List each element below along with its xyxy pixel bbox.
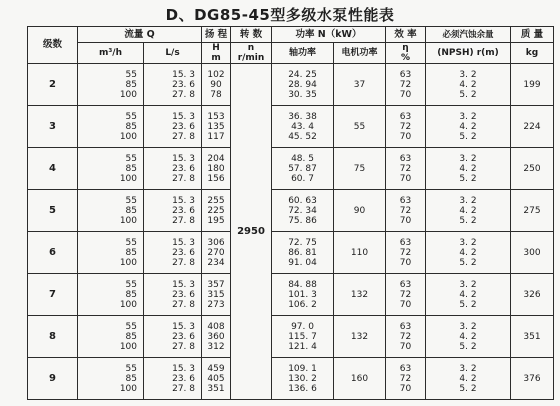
pump-performance-table <box>27 26 554 400</box>
efficiency-cell: 63 72 70 <box>386 274 426 316</box>
header-npsh: 必须汽蚀余量 <box>426 27 511 43</box>
header-speed: 转 数 <box>231 27 272 43</box>
header-stage: 级数 <box>28 27 78 64</box>
flow-m3h-cell: 55 85 100 <box>78 148 144 190</box>
motor-power-cell: 90 <box>334 190 386 232</box>
motor-power-cell: 55 <box>334 106 386 148</box>
flow-m3h-cell: 55 85 100 <box>78 274 144 316</box>
head-cell: 459 405 351 <box>202 358 231 400</box>
shaft-power-cell: 72. 75 86. 81 91. 04 <box>272 232 334 274</box>
header-motor-power: 电机功率 <box>334 43 386 64</box>
head-cell: 408 360 312 <box>202 316 231 358</box>
table-row <box>28 190 554 232</box>
header-efficiency: 效 率 <box>386 27 426 43</box>
header-npsh-unit: (NPSH) r(m) <box>426 43 511 64</box>
header-power: 功率 N（kW） <box>272 27 386 43</box>
mass-cell: 199 <box>511 64 554 106</box>
table-title: D、DG85-45型多级水泵性能表 <box>165 6 395 24</box>
flow-ls-cell: 15. 3 23. 6 27. 8 <box>144 232 202 274</box>
stage-cell: 7 <box>28 274 78 316</box>
shaft-power-cell: 97. 0 115. 7 121. 4 <box>272 316 334 358</box>
shaft-power-cell: 109. 1 130. 2 136. 6 <box>272 358 334 400</box>
flow-ls-cell: 15. 3 23. 6 27. 8 <box>144 274 202 316</box>
shaft-power-cell: 24. 25 28. 94 30. 35 <box>272 64 334 106</box>
npsh-cell: 3. 2 4. 2 5. 2 <box>426 190 511 232</box>
shaft-power-cell: 48. 5 57. 87 60. 7 <box>272 148 334 190</box>
stage-cell: 2 <box>28 64 78 106</box>
mass-cell: 275 <box>511 190 554 232</box>
efficiency-cell: 63 72 70 <box>386 316 426 358</box>
header-head: 扬 程 <box>202 27 231 43</box>
header-mass-unit: kg <box>511 43 554 64</box>
header-flow: 流量 Q <box>78 27 202 43</box>
npsh-cell: 3. 2 4. 2 5. 2 <box>426 148 511 190</box>
mass-cell: 326 <box>511 274 554 316</box>
motor-power-cell: 37 <box>334 64 386 106</box>
efficiency-cell: 63 72 70 <box>386 64 426 106</box>
head-cell: 306 270 234 <box>202 232 231 274</box>
flow-m3h-cell: 55 85 100 <box>78 190 144 232</box>
efficiency-cell: 63 72 70 <box>386 148 426 190</box>
mass-cell: 250 <box>511 148 554 190</box>
table-row <box>28 316 554 358</box>
flow-ls-cell: 15. 3 23. 6 27. 8 <box>144 358 202 400</box>
npsh-cell: 3. 2 4. 2 5. 2 <box>426 358 511 400</box>
flow-ls-cell: 15. 3 23. 6 27. 8 <box>144 106 202 148</box>
table-row <box>28 232 554 274</box>
mass-cell: 224 <box>511 106 554 148</box>
stage-cell: 9 <box>28 358 78 400</box>
motor-power-cell: 132 <box>334 274 386 316</box>
npsh-cell: 3. 2 4. 2 5. 2 <box>426 64 511 106</box>
flow-ls-cell: 15. 3 23. 6 27. 8 <box>144 190 202 232</box>
header-mass: 质 量 <box>511 27 554 43</box>
stage-cell: 6 <box>28 232 78 274</box>
header-eff-unit: η % <box>386 43 426 64</box>
header-shaft-power: 轴功率 <box>272 43 334 64</box>
shaft-power-cell: 84. 88 101. 3 106. 2 <box>272 274 334 316</box>
flow-ls-cell: 15. 3 23. 6 27. 8 <box>144 64 202 106</box>
efficiency-cell: 63 72 70 <box>386 190 426 232</box>
head-cell: 102 90 78 <box>202 64 231 106</box>
table-row <box>28 274 554 316</box>
head-cell: 204 180 156 <box>202 148 231 190</box>
flow-ls-cell: 15. 3 23. 6 27. 8 <box>144 316 202 358</box>
npsh-cell: 3. 2 4. 2 5. 2 <box>426 106 511 148</box>
flow-m3h-cell: 55 85 100 <box>78 64 144 106</box>
flow-m3h-cell: 55 85 100 <box>78 316 144 358</box>
mass-cell: 300 <box>511 232 554 274</box>
flow-m3h-cell: 55 85 100 <box>78 232 144 274</box>
motor-power-cell: 75 <box>334 148 386 190</box>
header-flow-m3h: m³/h <box>78 43 144 64</box>
stage-cell: 3 <box>28 106 78 148</box>
header-head-unit: H m <box>202 43 231 64</box>
npsh-cell: 3. 2 4. 2 5. 2 <box>426 316 511 358</box>
flow-ls-cell: 15. 3 23. 6 27. 8 <box>144 148 202 190</box>
table-row <box>28 358 554 400</box>
motor-power-cell: 132 <box>334 316 386 358</box>
flow-m3h-cell: 55 85 100 <box>78 106 144 148</box>
shaft-power-cell: 60. 63 72. 34 75. 86 <box>272 190 334 232</box>
head-cell: 357 315 273 <box>202 274 231 316</box>
head-cell: 255 225 195 <box>202 190 231 232</box>
mass-cell: 351 <box>511 316 554 358</box>
mass-cell: 376 <box>511 358 554 400</box>
efficiency-cell: 63 72 70 <box>386 232 426 274</box>
shaft-power-cell: 36. 38 43. 4 45. 52 <box>272 106 334 148</box>
motor-power-cell: 160 <box>334 358 386 400</box>
npsh-cell: 3. 2 4. 2 5. 2 <box>426 232 511 274</box>
speed-cell: 2950 <box>231 64 272 400</box>
flow-m3h-cell: 55 85 100 <box>78 358 144 400</box>
table-row <box>28 64 554 106</box>
header-speed-unit: n r/min <box>231 43 272 64</box>
stage-cell: 5 <box>28 190 78 232</box>
efficiency-cell: 63 72 70 <box>386 358 426 400</box>
table-row <box>28 106 554 148</box>
stage-cell: 4 <box>28 148 78 190</box>
stage-cell: 8 <box>28 316 78 358</box>
npsh-cell: 3. 2 4. 2 5. 2 <box>426 274 511 316</box>
header-flow-ls: L/s <box>144 43 202 64</box>
efficiency-cell: 63 72 70 <box>386 106 426 148</box>
motor-power-cell: 110 <box>334 232 386 274</box>
table-row <box>28 148 554 190</box>
head-cell: 153 135 117 <box>202 106 231 148</box>
